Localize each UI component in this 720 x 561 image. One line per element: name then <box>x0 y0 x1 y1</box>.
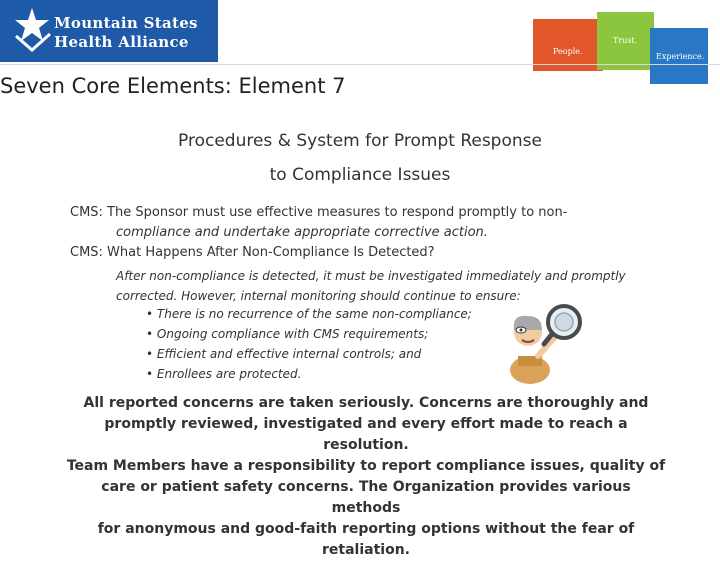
cms-line-1: CMS: The Sponsor must use effective measures to respond promptly to non- <box>70 205 568 220</box>
tile-trust-label: Trust. <box>613 36 638 45</box>
tile-people-label: People. <box>553 47 583 56</box>
header-divider <box>0 64 720 65</box>
star-envelope-icon <box>8 6 56 54</box>
closing-line: retaliation. <box>322 542 410 558</box>
subtitle-line: to Compliance Issues <box>269 165 451 185</box>
logo-text <box>54 14 198 52</box>
slide-title: Seven Core Elements: Element 7 <box>0 74 346 98</box>
cms-line-2: compliance and undertake appropriate corrective action. <box>116 225 488 240</box>
bullet-item: • Ongoing compliance with CMS requirements; <box>146 324 472 344</box>
tile-experience-label: Experience. <box>656 52 705 61</box>
bullet-item: • There is no recurrence of the same non-compliance; <box>146 304 472 324</box>
closing-line: care or patient safety concerns. The Organization provides various methods <box>101 479 631 516</box>
logo <box>0 0 218 62</box>
cms-line-3: CMS: What Happens After Non-Compliance Is Detected? <box>70 245 435 260</box>
closing-line: promptly reviewed, investigated and every effort made to reach a resolution. <box>104 416 628 453</box>
closing-line: Team Members have a responsibility to report compliance issues, quality of <box>66 458 666 474</box>
logo-line: Health Alliance <box>54 33 189 51</box>
slide-subtitle <box>100 124 620 192</box>
closing-paragraph <box>66 393 666 561</box>
subtitle-line: Procedures & System for Prompt Response <box>178 131 542 151</box>
header <box>0 0 720 67</box>
closing-line: for anonymous and good-faith reporting options without the fear of <box>97 521 635 537</box>
intro-line: After non-compliance is detected, it must be investigated immediately and promptly <box>116 269 626 283</box>
logo-line: Mountain States <box>54 14 198 32</box>
intro-line: corrected. However, internal monitoring should continue to ensure: <box>116 289 521 303</box>
tile-experience <box>650 28 708 84</box>
detective-magnifier-icon <box>488 286 588 386</box>
closing-line: All reported concerns are taken seriously. Concerns are thoroughly and <box>83 395 649 411</box>
bullet-list <box>146 304 472 384</box>
bullet-item: • Efficient and effective internal controls; and <box>146 344 472 364</box>
bullet-item: • Enrollees are protected. <box>146 364 472 384</box>
tile-trust <box>597 12 654 70</box>
